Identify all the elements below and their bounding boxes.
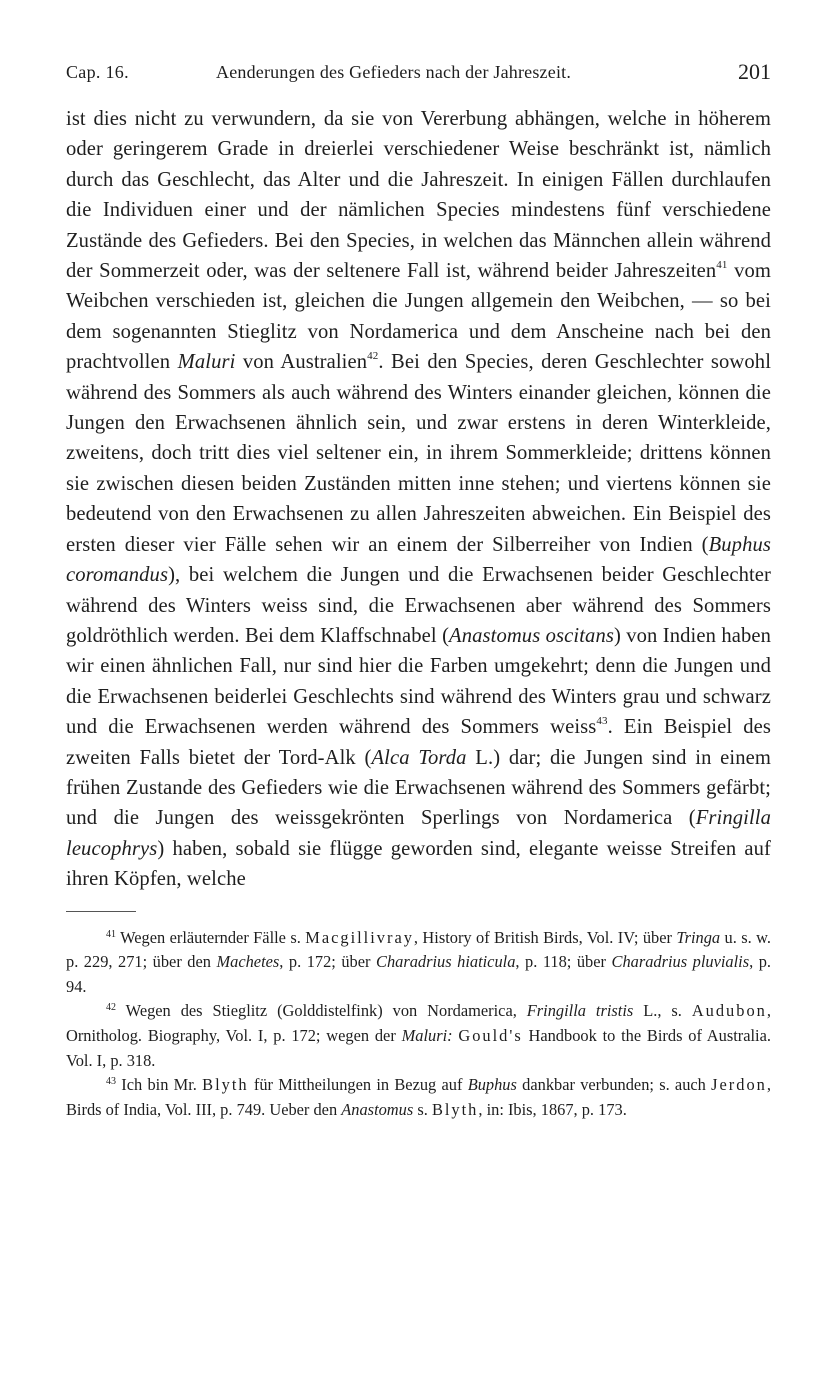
body-paragraph [66,104,771,895]
footnotes [66,926,771,1123]
text-run: L., s. [643,1001,682,1021]
text-run: , Ornitholog. Biography, Vol. I, p. 172; wegen der [66,1001,771,1045]
text-run: für Mittheilungen in Bezug auf [253,1075,463,1095]
footnote-ref-41: 41 [716,259,728,272]
running-head [66,58,771,92]
taxon-name: Fringilla tristis [526,1001,634,1021]
running-title: Aenderungen des Gefieders nach der Jahreszeit. [216,62,572,82]
taxon-name: Machetes [216,952,280,972]
footnote-ref-42: 42 [367,350,379,363]
text-run: , p. 118; über [515,952,606,972]
taxon-name: Buphus [467,1075,517,1095]
page-number: 201 [738,59,771,84]
author-name: Macgillivray [305,927,414,947]
author-name: Gould's [458,1025,523,1045]
text-run: , p. 172; über [279,952,371,972]
footnote-divider [66,911,136,912]
footnote-43 [66,1073,771,1122]
footnote-41 [66,926,771,1000]
text-run: ist dies nicht zu verwundern, da sie von Vererbung abhängen, welche in höherem oder geringerem Grade in dreierlei verschiedener Weise beschränkt ist, nämlich durch das Geschlecht, das Alter und die Jahreszeit. In einigen Fällen durchlaufen die Individuen einer und der nämlichen Species mindestens fünf verschiedene Zustände des Gefieders. Bei den Species, in welchen das Männchen allein während der Sommerzeit oder, was der seltenere Fall ist, während beider Jahreszeiten [66,108,771,283]
text-run: u. s. w. p. 229, 271; über den [66,927,771,972]
taxon-name: Anastomus [341,1099,414,1119]
text-run: Ich bin Mr. [121,1075,197,1095]
text-run: Wegen erläuternder Fälle s. [120,927,301,947]
book-page [66,58,771,1122]
text-run: ) von Indien haben wir einen ähnlichen Fall, nur sind hier die Farben umgekehrt; denn die Jungen und die Erwachsenen beiderlei Geschlechts sind während des Winters grau und schwarz und die Erwachsenen werden während des Sommers weiss [66,624,771,739]
footnote-number: 41 [106,928,116,940]
text-run: , History of British Birds, Vol. IV; über [413,927,672,947]
text-run: Handbook to the Birds of Australia. Vol. I, p. 318. [66,1025,771,1070]
footnote-number: 43 [106,1076,116,1088]
footnote-42 [66,999,771,1073]
footnote-number: 42 [106,1002,116,1014]
text-run: . Ein Beispiel des zweiten Falls bietet der Tord-Alk ( [66,716,771,769]
text-run: vom Weibchen verschieden ist, gleichen die Jungen allgemein den Weibchen, — so bei dem sogenannten Stieglitz von Nordamerica und dem Anscheine nach bei den prachtvollen [66,260,771,374]
taxon-name: Alca Torda [371,746,467,769]
text-run: dankbar verbunden; s. auch [522,1075,706,1095]
taxon-name: Anastomus oscitans [449,624,614,647]
taxon-name: Charadrius pluvialis [611,952,750,972]
author-name: Blyth [431,1099,479,1119]
taxon-name: Charadrius hiaticula [376,952,516,972]
text-run: . Bei den Species, deren Geschlechter sowohl während des Sommers als auch während des Winters einander gleichen, können die Jungen den Erwachsenen ähnlich sein, und zwar erstens in deren Winterkleide, zweitens, doch tritt dies viel seltener ein, in ihrem Sommerkleide; drittens können sie zwischen diesen beiden Zuständen mitten inne stehen; und viertens können sie bedeutend von den Erwachsenen zu allen Jahreszeiten abweichen. Ein Beispiel des ersten dieser vier Fälle sehen wir an einem der Silberreiher von Indien ( [66,351,772,556]
paragraph [66,104,771,895]
author-name: Audubon [691,1001,767,1021]
text-run: s. [417,1099,428,1119]
text-run: Wegen des Stieglitz (Golddistelfink) von Nordamerica, [125,1001,517,1021]
text-run: L.) dar; die Jungen sind in einem frühen Zustande des Gefieders wie die Erwachsenen während des Sommers gefärbt; und die Jungen des weissgekrönten Sperlings von Nordamerica ( [66,746,772,830]
text-run: von Australien [242,351,368,374]
taxon-name: Tringa [676,927,721,947]
author-name: Jerdon [711,1075,767,1095]
author-name: Blyth [202,1075,249,1095]
text-run: , Birds of India, Vol. III, p. 749. Ueber den [66,1075,771,1119]
taxon-name: Maluri [177,351,236,374]
text-run: , in: Ibis, 1867, p. 173. [478,1099,627,1119]
chapter-label: Cap. 16. [66,62,129,82]
taxon-name: Fringilla leucophrys [66,807,771,860]
text-run: ) haben, sobald sie flügge geworden sind, elegante weisse Streifen auf ihren Köpfen, welche [66,837,771,891]
taxon-name: Maluri: [401,1025,453,1045]
text-run: , p. 94. [66,952,771,996]
footnote-ref-43: 43 [596,715,608,728]
text-run: ), bei welchem die Jungen und die Erwachsenen beider Geschlechter während des Winters weiss sind, die Erwachsenen aber während des Sommers goldröthlich werden. Bei dem Klaffschnabel ( [66,564,771,647]
taxon-name: Buphus coromandus [66,533,771,587]
